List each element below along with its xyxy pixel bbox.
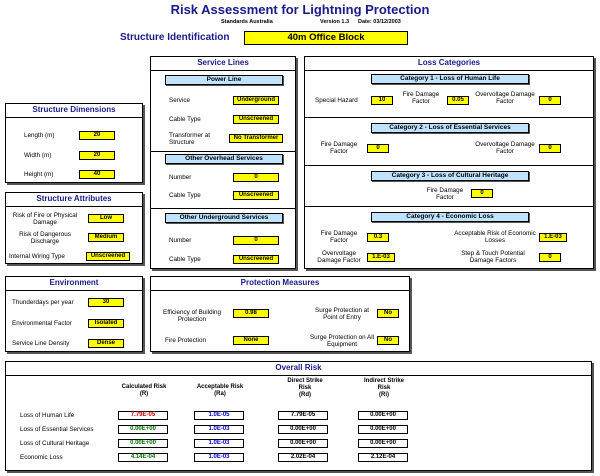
surge-entry-label: Surge Protection at Point of Entry: [315, 307, 369, 321]
category-3-header: Category 3 - Loss of Cultural Heritage: [371, 171, 529, 181]
direct-risk-value: 7.79E-05: [278, 411, 328, 420]
version-label: Version 1.3: [320, 19, 350, 25]
power-line-header: Power Line: [165, 75, 283, 85]
acceptable-risk-value: 1.0E-03: [194, 453, 244, 462]
category-1-header: Category 1 - Loss of Human Life: [371, 74, 529, 84]
date-label: Date: 03/12/2003: [358, 19, 401, 25]
power-service-select[interactable]: Underground: [233, 96, 279, 105]
cat4-overvoltage-input[interactable]: 1.E-03: [367, 253, 395, 262]
structure-dimensions-title: Structure Dimensions: [32, 105, 116, 114]
width-input[interactable]: 20: [79, 151, 115, 160]
surge-entry-select[interactable]: No: [377, 309, 399, 318]
cat1-overvoltage-input[interactable]: 0: [539, 96, 561, 105]
cat1-fire-damage-input[interactable]: 0.05: [447, 96, 469, 105]
width-label: Width (m): [24, 152, 52, 159]
acceptable-risk-value: 1.0E-03: [194, 425, 244, 434]
line-density-select[interactable]: Dense: [88, 339, 124, 348]
overall-risk-panel: [5, 361, 592, 471]
calculated-risk-value: 7.79E-05: [118, 411, 168, 420]
calculated-risk-header: Calculated Risk (R): [121, 384, 167, 397]
loss-categories-panel: [304, 56, 594, 269]
direct-risk-value: 2.02E-04: [278, 453, 328, 462]
cat2-fire-damage-label: Fire Damage Factor: [320, 141, 358, 155]
power-cable-label: Cable Type: [169, 116, 201, 123]
cat4-overvoltage-label: Overvoltage Damage Factor: [317, 250, 361, 264]
acceptable-risk-value: 1.0E-03: [194, 439, 244, 448]
special-hazard-input[interactable]: 10: [371, 96, 393, 105]
power-service-label: Service: [169, 97, 190, 104]
surge-all-select[interactable]: No: [377, 336, 399, 345]
overhead-cable-label: Cable Type: [169, 192, 201, 199]
underground-number-input[interactable]: 0: [233, 236, 279, 245]
indirect-risk-value: 0.00E+00: [358, 411, 408, 420]
loss-categories-title: Loss Categories: [417, 58, 481, 67]
dangerous-discharge-label: Risk of Dangerous Discharge: [19, 231, 71, 245]
fire-protection-select[interactable]: None: [233, 336, 269, 345]
indirect-risk-value: 0.00E+00: [358, 439, 408, 448]
cat1-fire-damage-label: Fire Damage Factor: [402, 91, 440, 105]
protection-measures-panel: [150, 276, 410, 352]
structure-attributes-panel: [5, 192, 143, 264]
structure-id-label: Structure Identification: [120, 32, 230, 43]
standard-label: Standards Australia: [221, 19, 273, 25]
overhead-number-input[interactable]: 0: [233, 173, 279, 182]
overall-risk-title: Overall Risk: [275, 363, 322, 372]
power-cable-select[interactable]: Unscreened: [233, 115, 279, 124]
special-hazard-label: Special Hazard: [315, 97, 358, 104]
fire-protection-label: Fire Protection: [165, 337, 206, 344]
direct-risk-value: 0.00E+00: [278, 439, 328, 448]
acceptable-risk-header: Acceptable Risk (Ra): [196, 384, 244, 397]
overhead-cable-select[interactable]: Unscreened: [233, 191, 279, 200]
service-lines-title: Service Lines: [197, 58, 249, 67]
acceptable-economic-label: Acceptable Risk of Economic Losses: [454, 230, 536, 244]
category-2-header: Category 2 - Loss of Essential Services: [371, 123, 529, 133]
underground-cable-select[interactable]: Unscreened: [233, 255, 279, 264]
length-input[interactable]: 20: [79, 131, 115, 140]
environmental-factor-label: Environmental Factor: [12, 320, 72, 327]
transformer-label: Transformer at Structure: [169, 132, 211, 146]
service-lines-panel: [150, 56, 296, 269]
cat2-fire-damage-input[interactable]: 0: [367, 144, 389, 153]
wiring-type-label: Internal Wiring Type: [9, 253, 65, 260]
dangerous-discharge-select[interactable]: Medium: [88, 233, 124, 242]
cat3-fire-damage-label: Fire Damage Factor: [426, 187, 464, 201]
direct-risk-value: 0.00E+00: [278, 425, 328, 434]
cat2-overvoltage-input[interactable]: 0: [539, 144, 561, 153]
wiring-type-select[interactable]: Unscreened: [86, 252, 130, 261]
cat2-overvoltage-label: Overvoltage Damage Factor: [475, 141, 535, 155]
surge-all-label: Surge Protection on All Equipment: [309, 334, 375, 348]
efficiency-label: Efficiency of Building Protection: [163, 309, 221, 323]
indirect-strike-header: Indirect Strike Risk (Ri): [364, 378, 405, 398]
thunderdays-input[interactable]: 30: [88, 298, 124, 307]
thunderdays-label: Thunderdays per year: [12, 299, 74, 306]
step-touch-input[interactable]: 0: [539, 253, 561, 262]
risk-row-label: Loss of Essential Services: [20, 426, 94, 433]
calculated-risk-value: 4.14E-04: [118, 453, 168, 462]
structure-id-field[interactable]: 40m Office Block: [244, 31, 408, 45]
environment-title: Environment: [49, 278, 99, 287]
overhead-number-label: Number: [169, 174, 192, 181]
length-label: Length (m): [24, 132, 55, 139]
risk-row-label: Loss of Human Life: [20, 412, 75, 419]
efficiency-input[interactable]: 0.98: [233, 309, 269, 318]
height-input[interactable]: 40: [79, 170, 115, 179]
environmental-factor-select[interactable]: Isolated: [88, 319, 124, 328]
fire-risk-select[interactable]: Low: [88, 214, 124, 223]
fire-risk-label: Risk of Fire or Physical Damage: [12, 212, 78, 226]
direct-strike-header: Direct Strike Risk (Rd): [287, 378, 323, 398]
cat4-fire-damage-label: Fire Damage Factor: [320, 230, 358, 244]
protection-measures-title: Protection Measures: [240, 278, 320, 287]
category-4-header: Category 4 - Economic Loss: [371, 212, 529, 222]
indirect-risk-value: 2.12E-04: [358, 453, 408, 462]
acceptable-economic-input[interactable]: 1.E-03: [539, 233, 567, 242]
indirect-risk-value: 0.00E+00: [358, 425, 408, 434]
cat1-overvoltage-label: Overvoltage Damage Factor: [475, 91, 535, 105]
underground-services-header: Other Underground Services: [165, 213, 283, 223]
height-label: Height (m): [24, 171, 54, 178]
calculated-risk-value: 0.00E+00: [118, 425, 168, 434]
structure-attributes-title: Structure Attributes: [36, 194, 112, 203]
underground-number-label: Number: [169, 237, 192, 244]
step-touch-label: Step & Touch Potential Damage Factors: [461, 250, 525, 264]
risk-row-label: Economic Loss: [20, 454, 63, 461]
cat3-fire-damage-input[interactable]: 0: [471, 189, 493, 198]
acceptable-risk-value: 1.0E-05: [194, 411, 244, 420]
cat4-fire-damage-input[interactable]: 0.3: [367, 233, 389, 242]
calculated-risk-value: 0.00E+00: [118, 439, 168, 448]
risk-row-label: Loss of Cultural Heritage: [20, 440, 90, 447]
line-density-label: Service Line Density: [12, 340, 70, 347]
environment-panel: [5, 276, 143, 352]
overhead-services-header: Other Overhead Services: [165, 154, 283, 164]
underground-cable-label: Cable Type: [169, 256, 201, 263]
page-title: Risk Assessment for Lightning Protection: [170, 2, 430, 17]
structure-dimensions-panel: [5, 103, 143, 183]
transformer-select[interactable]: No Transformer: [229, 134, 283, 143]
